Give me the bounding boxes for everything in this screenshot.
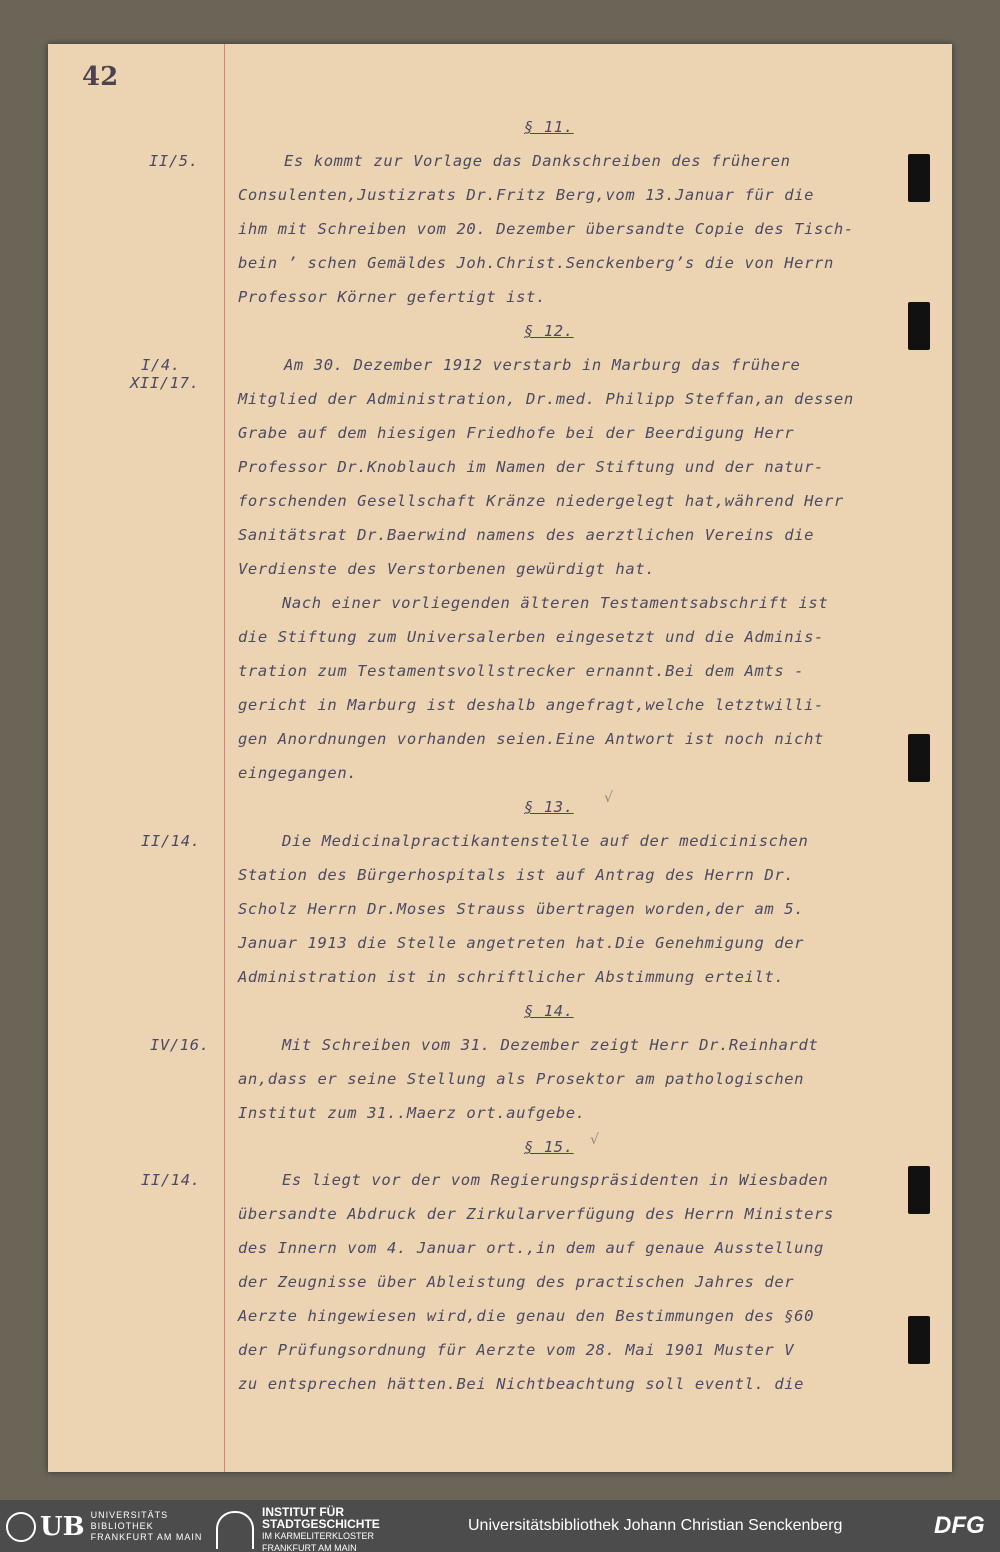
text-line: der Prüfungsordnung für Aerzte vom 28. Mai 1901 Muster V (238, 1341, 795, 1359)
ub-logo[interactable] (6, 1510, 202, 1543)
text-line: Sanitätsrat Dr.Baerwind namens des aerztlichen Vereins die (238, 526, 815, 544)
text-line: die Stiftung zum Universalerben eingesetzt und die Adminis- (238, 628, 824, 646)
text-line: gen Anordnungen vorhanden seien.Eine Antwort ist noch nicht (238, 730, 824, 748)
margin-ref: II/5. (149, 152, 199, 170)
section-heading: § 12. (524, 322, 574, 340)
register-mark (908, 1316, 930, 1364)
ub-letters: UB (40, 1511, 85, 1542)
page-number: 42 (82, 62, 119, 92)
margin-ref: XII/17. (130, 374, 200, 392)
section-heading: § 15. (524, 1138, 574, 1156)
section-heading: § 14. (524, 1002, 574, 1020)
check-mark: √ (590, 1132, 599, 1148)
text-line: Es liegt vor der vom Regierungspräsidenten in Wiesbaden (282, 1171, 829, 1189)
footer-bar (0, 1500, 1000, 1552)
text-line: eingegangen. (238, 764, 358, 782)
register-mark (908, 302, 930, 350)
text-line: Mitglied der Administration, Dr.med. Philipp Steffan,an dessen (238, 390, 854, 408)
text-line: Januar 1913 die Stelle angetreten hat.Die Genehmigung der (238, 934, 805, 952)
text-line: forschenden Gesellschaft Kränze niedergelegt hat,während Herr (238, 492, 844, 510)
text-line: übersandte Abdruck der Zirkularverfügung des Herrn Ministers (238, 1205, 834, 1223)
text-line: Nach einer vorliegenden älteren Testamentsabschrift ist (282, 594, 829, 612)
text-line: Scholz Herrn Dr.Moses Strauss übertragen worden,der am 5. (238, 900, 805, 918)
text-line: Professor Dr.Knoblauch im Namen der Stiftung und der natur- (238, 458, 824, 476)
isg-logo[interactable] (216, 1506, 380, 1552)
text-line: ihm mit Schreiben vom 20. Dezember übersandte Copie des Tisch- (238, 220, 854, 238)
text-line: Am 30. Dezember 1912 verstarb in Marburg das frühere (284, 356, 801, 374)
arch-icon (216, 1511, 254, 1549)
isg-wordmark: INSTITUT FÜR STADTGESCHICHTE IM KARMELITERKLOSTER FRANKFURT AM MAIN (262, 1505, 380, 1552)
text-line: Grabe auf dem hiesigen Friedhofe bei der Beerdigung Herr (238, 424, 795, 442)
check-mark: √ (604, 790, 613, 806)
text-line: Consulenten,Justizrats Dr.Fritz Berg,vom 13.Januar für die (238, 186, 815, 204)
text-line: gericht in Marburg ist deshalb angefragt,welche letztwilli- (238, 696, 824, 714)
section-heading: § 13. (524, 798, 574, 816)
text-line: des Innern vom 4. Januar ort.,in dem auf genaue Ausstellung (238, 1239, 824, 1257)
library-name[interactable]: Universitätsbibliothek Johann Christian Senckenberg (468, 1517, 843, 1534)
margin-ref: II/14. (141, 832, 201, 850)
margin-ref: II/14. (141, 1171, 201, 1189)
ub-wordmark: UNIVERSITÄTS BIBLIOTHEK FRANKFURT AM MAIN (90, 1510, 203, 1542)
section-heading: § 11. (524, 118, 574, 136)
register-mark (908, 154, 930, 202)
text-line: Mit Schreiben vom 31. Dezember zeigt Herr Dr.Reinhardt (282, 1036, 819, 1054)
text-line: Verdienste des Verstorbenen gewürdigt hat. (238, 560, 656, 578)
text-line: zu entsprechen hätten.Bei Nichtbeachtung soll eventl. die (238, 1375, 805, 1393)
margin-rule (224, 44, 225, 1472)
text-line: Die Medicinalpractikantenstelle auf der medicinischen (282, 832, 809, 850)
margin-ref: IV/16. (150, 1036, 210, 1054)
text-line: Aerzte hingewiesen wird,die genau den Bestimmungen des §60 (238, 1307, 815, 1325)
margin-ref: I/4. (141, 356, 181, 374)
register-mark (908, 734, 930, 782)
ub-emblem-icon (6, 1512, 36, 1542)
register-mark (908, 1166, 930, 1214)
document-page (48, 44, 952, 1472)
dfg-logo[interactable]: DFG (934, 1512, 985, 1539)
text-line: der Zeugnisse über Ableistung des practischen Jahres der (238, 1273, 795, 1291)
text-line: Institut zum 31..Maerz ort.aufgebe. (238, 1104, 586, 1122)
text-line: an,dass er seine Stellung als Prosektor am pathologischen (238, 1070, 805, 1088)
text-line: tration zum Testamentsvollstrecker ernannt.Bei dem Amts - (238, 662, 805, 680)
text-line: Professor Körner gefertigt ist. (238, 288, 546, 306)
text-line: Es kommt zur Vorlage das Dankschreiben des früheren (284, 152, 791, 170)
text-line: Station des Bürgerhospitals ist auf Antrag des Herrn Dr. (238, 866, 795, 884)
text-line: bein ’ schen Gemäldes Joh.Christ.Senckenberg’s die von Herrn (238, 254, 834, 272)
text-line: Administration ist in schriftlicher Abstimmung erteilt. (238, 968, 785, 986)
